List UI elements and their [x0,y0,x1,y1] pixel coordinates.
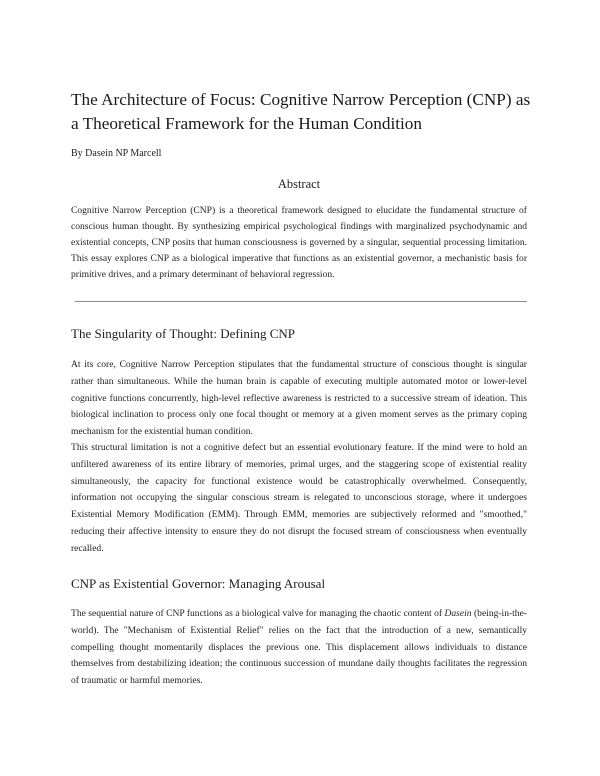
body-paragraph: This structural limitation is not a cognitive defect but an essential evolutionary feature. If the mind were to hold an unfiltered awareness of its entire library of memories, primal urges, and the staggering scope of existential reality simultaneously, the capacity for functional existence would be catastrophically overwhelmed. Consequently, information not occupying the singular conscious stream is relegated to unconscious storage, where it undergoes Existential Memory Modification (EMM). Through EMM, memories are subjectively reformed and "smoothed," reducing their affective intensity to ensure they do not disrupt the focused stream of consciousness when eventually recalled. [71,442,527,554]
body-paragraph: At its core, Cognitive Narrow Perception stipulates that the fundamental structure of conscious thought is singular rather than simultaneous. While the human brain is capable of executing multiple automated motor or lower-level cognitive functions concurrently, high-level reflective awareness is restricted to a successive stream of ideation. This biological inclination to process only one focal thought or memory at a given moment serves as the primary coping mechanism for the existential human condition. [71,359,527,438]
body-paragraph [71,606,527,690]
author-line: By Dasein NP Marcell [71,148,162,159]
section-heading-singularity: The Singularity of Thought: Defining CNP [71,326,295,341]
paper-title: The Architecture of Focus: Cognitive Narrow Perception (CNP) as a Theoretical Framework for the Human Condition [71,90,531,133]
paragraph-text: (being-in-the-world). The "Mechanism of Existential Relief" relies on the fact that the introduction of a new, semantically compelling thought momentarily displaces the previous one. This displacement allows individuals to distance themselves from destabilizing ideation; the continuous succession of mundane daily thoughts facilitates the regression of traumatic or harmful memories. [71,608,528,687]
abstract-text: Cognitive Narrow Perception (CNP) is a theoretical framework designed to elucidate the fundamental structure of conscious human thought. By synthesizing empirical psychological findings with marginalized psychodynamic and existential concepts, CNP posits that human consciousness is governed by a singular, sequential processing limitation. This essay explores CNP as a biological imperative that functions as an existential governor, a mechanistic basis for primitive drives, and a primary determinant of behavioral regression. [71,205,527,280]
section-divider [75,301,527,302]
italic-term: Dasein [444,608,472,619]
abstract-heading: Abstract [277,177,321,191]
paragraph-text: The sequential nature of CNP functions as a biological valve for managing the chaotic content of [71,608,445,619]
section-heading-governor: CNP as Existential Governor: Managing Arousal [71,576,326,591]
